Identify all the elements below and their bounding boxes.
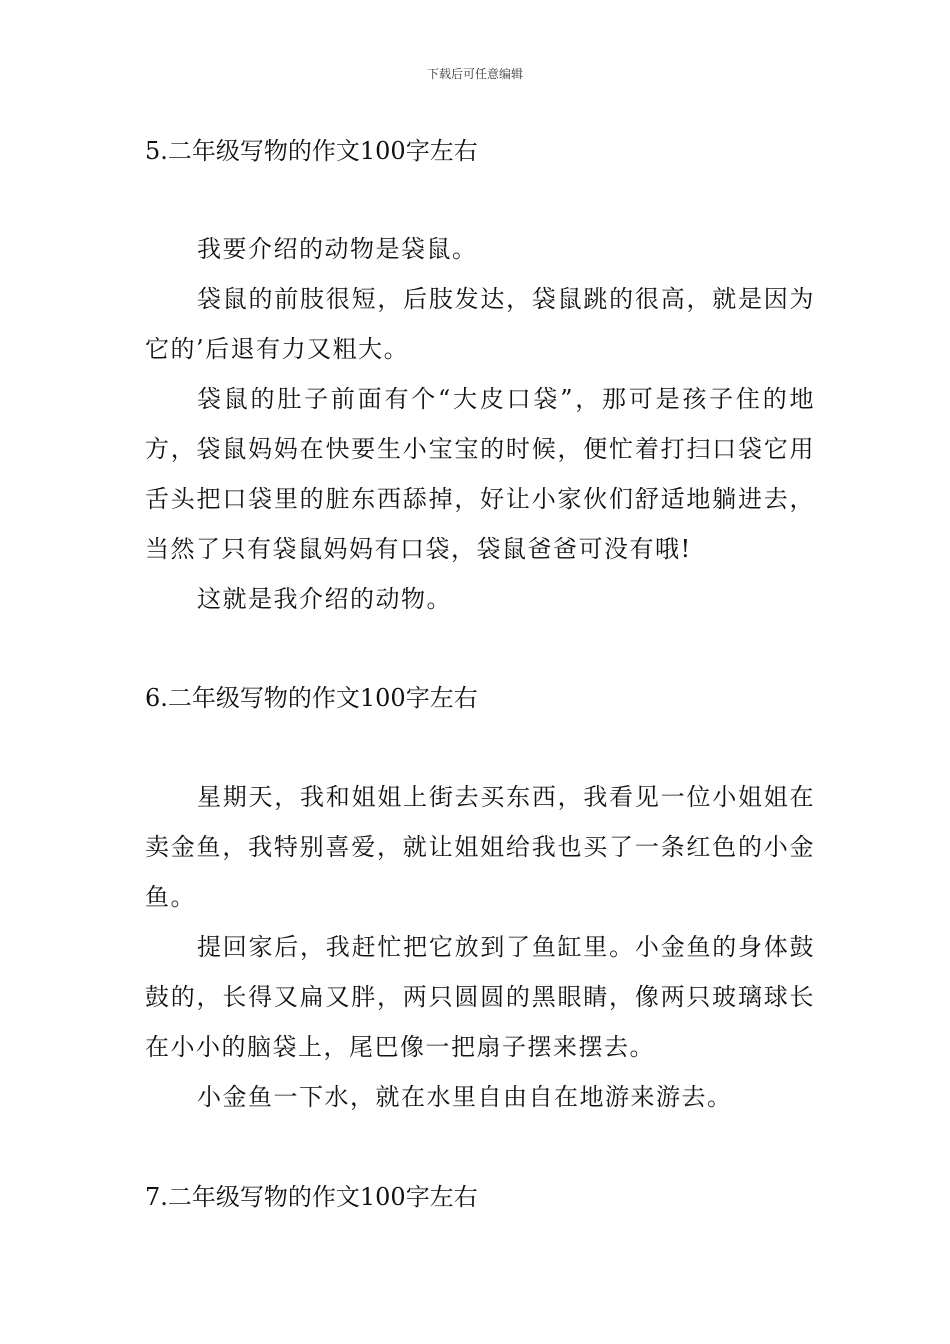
paragraph: 我要介绍的动物是袋鼠。 [197,235,478,263]
section-title-5: 5.二年级写物的作文100字左右 [145,137,478,165]
page-header-note: 下载后可任意编辑 [426,67,523,81]
paragraph: 袋鼠的肚子前面有个“大皮口袋”，那可是孩子住的地方，袋鼠妈妈在快要生小宝宝的时候，便忙着打扫口袋它用舌头把口袋里的脏东西舔掉，好让小家伙们舒适地躺进去，当然了只有袋鼠妈妈有口袋，袋鼠爸爸可没有哦! [145,385,815,563]
section-title-6: 6.二年级写物的作文100字左右 [145,684,478,712]
paragraph: 小金鱼一下水，就在水里自由自在地游来游去。 [197,1083,733,1111]
paragraph: 星期天，我和姐姐上街去买东西，我看见一位小姐姐在卖金鱼，我特别喜爱，就让姐姐给我也买了一条红色的小金鱼。 [145,783,815,911]
paragraph: 提回家后，我赶忙把它放到了鱼缸里。小金鱼的身体鼓鼓的，长得又扁又胖，两只圆圆的黑眼睛，像两只玻璃球长在小小的脑袋上，尾巴像一把扇子摆来摆去。 [145,933,815,1061]
section-body-6 [145,772,815,1122]
paragraph: 这就是我介绍的动物。 [197,585,452,613]
section-body-5 [145,224,815,624]
section-title-7: 7.二年级写物的作文100字左右 [145,1183,478,1211]
paragraph: 袋鼠的前肢很短，后肢发达，袋鼠跳的很高，就是因为它的’后退有力又粗大。 [145,285,815,363]
